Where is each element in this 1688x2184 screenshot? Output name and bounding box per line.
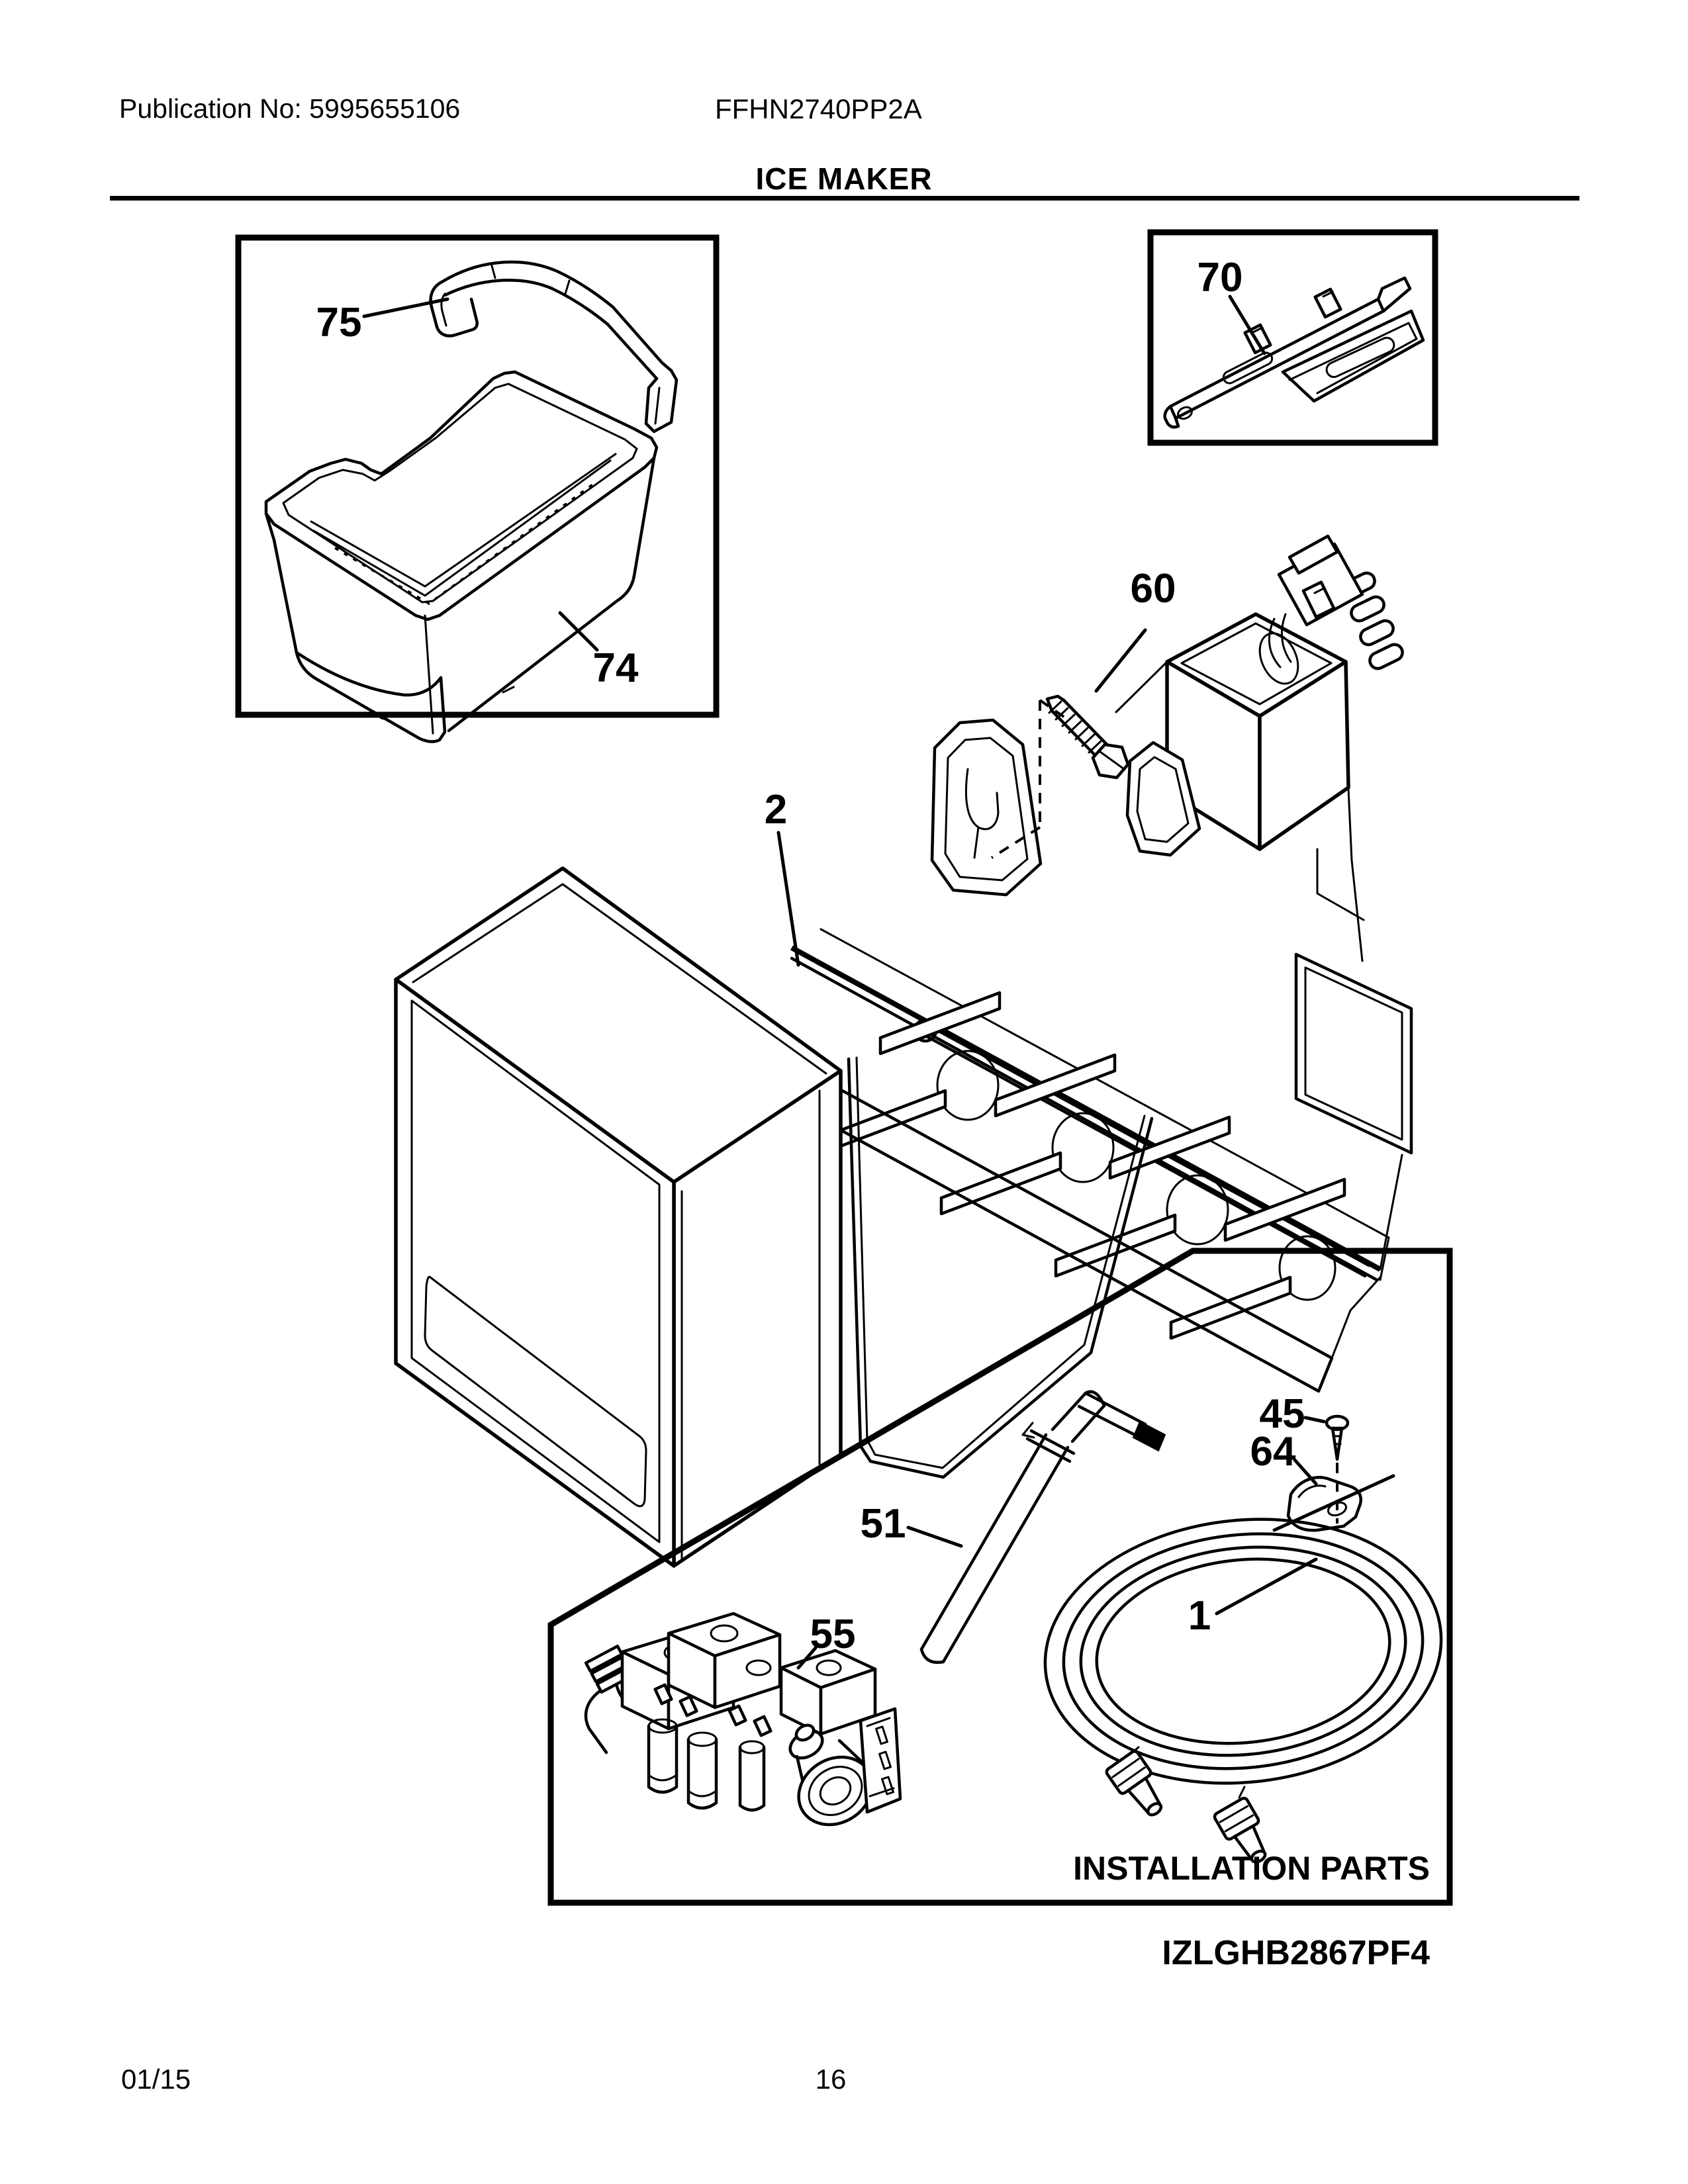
kit-code: IZLGHB2867PF4 — [1162, 1934, 1430, 1972]
callout-70-group — [1197, 255, 1264, 353]
callout-55: 55 — [810, 1612, 856, 1657]
callout-74-group — [560, 613, 639, 691]
installation-parts-label: INSTALLATION PARTS — [1073, 1850, 1430, 1887]
leader-1 — [1217, 1559, 1316, 1614]
valve-outlets — [649, 1719, 764, 1810]
publication-number: Publication No: 5995655106 — [119, 93, 461, 124]
bracket-inset — [1150, 232, 1435, 443]
ice-bucket-inset — [238, 238, 716, 742]
callout-64: 64 — [1250, 1429, 1296, 1475]
callout-1-group — [1188, 1559, 1316, 1639]
ice-maker-cover — [396, 868, 841, 1566]
callout-45: 45 — [1259, 1391, 1305, 1437]
leader-2 — [778, 833, 798, 965]
leader-75 — [364, 299, 447, 316]
leader-51 — [908, 1527, 961, 1546]
page-title: ICE MAKER — [755, 161, 933, 196]
leader-45 — [1305, 1418, 1324, 1422]
mounting-wing-left — [932, 720, 1041, 895]
footer-page-number: 16 — [815, 2064, 847, 2095]
callout-70: 70 — [1197, 255, 1243, 300]
callout-51-group — [861, 1501, 961, 1547]
callout-75: 75 — [316, 300, 362, 345]
callout-74: 74 — [592, 645, 639, 691]
model-number: FFHN2740PP2A — [715, 93, 922, 124]
callout-1: 1 — [1188, 1593, 1211, 1639]
leader-74 — [560, 613, 597, 650]
callout-51: 51 — [860, 1501, 906, 1547]
callout-2: 2 — [764, 787, 788, 833]
callout-2-group — [765, 787, 798, 965]
fill-tube — [921, 1392, 1165, 1662]
supply-tube-coil — [1032, 1500, 1454, 1803]
inset-box-border — [238, 238, 716, 715]
callout-75-group — [316, 299, 447, 345]
callout-60-group — [1096, 566, 1176, 691]
callout-60: 60 — [1130, 566, 1176, 612]
footer-date: 01/15 — [121, 2064, 191, 2095]
leader-60 — [1096, 630, 1145, 691]
callout-64-group — [1250, 1429, 1316, 1484]
